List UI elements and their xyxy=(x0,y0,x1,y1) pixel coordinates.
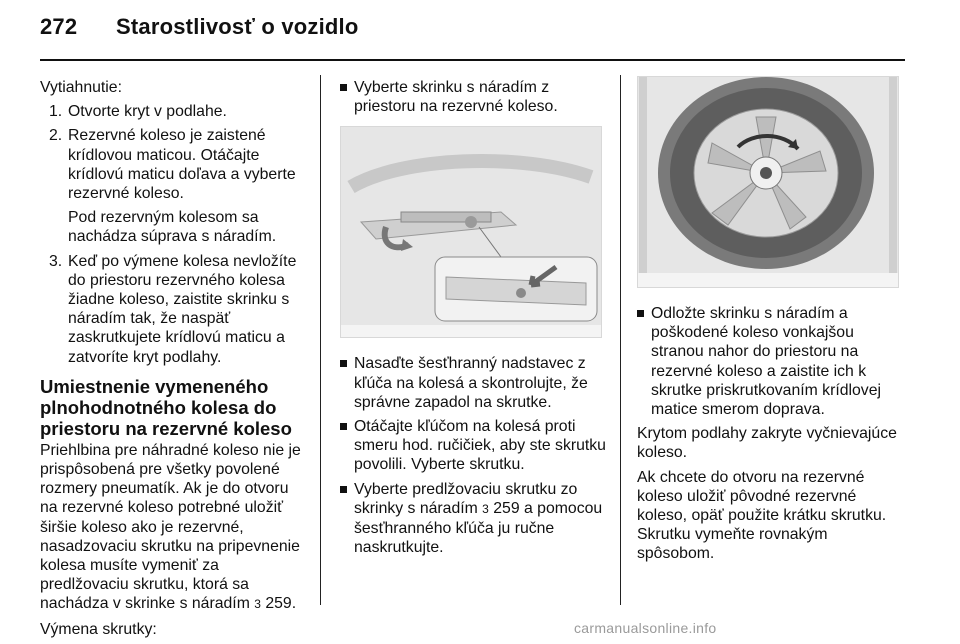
column-2 xyxy=(340,78,608,562)
bullet-item: Odložte skrinku s náradím a poškodené koleso vonkajšou stranou nahor do priestoru na rezervné koleso a zaistite ich k skrutke priskrutkovaním krídlovej matice smerom doprava. xyxy=(637,304,905,419)
figure-wheel-in-spare-well xyxy=(637,76,899,288)
step-item: 2. Rezervné koleso je zaistené krídlovou maticou. Otáčajte krídlovú maticu doľava a vyberte rezervné koleso. Pod rezervným kolesom sa nachádza súprava s náradím. xyxy=(49,127,296,246)
bullet-square-icon xyxy=(340,84,347,91)
page-number: 272 xyxy=(40,14,78,39)
toolbox-bolt-illustration xyxy=(341,127,601,337)
steps-list xyxy=(40,102,308,367)
bullet-square-icon xyxy=(340,486,347,493)
bullet-square-icon xyxy=(340,423,347,430)
bullet-list xyxy=(637,304,905,419)
column-1 xyxy=(40,78,308,644)
paragraph: Ak chcete do otvoru na rezervné koleso uložiť pôvodné rezervné koleso, opäť použite krátku skrutku. Skrutku vymeňte rovnakým spôsobom. xyxy=(637,468,887,563)
watermark: carmanualsonline.info xyxy=(574,620,717,636)
section-paragraph: Priehlbina pre náhradné koleso nie je prispôsobená pre všetky povolené rozmery pneumatík. Ak je do otvoru na rezervné koleso potrebné uložiť širšie koleso ako je rezervné, nasadzovaciu skrutku na pripevnenie kolesa musíte vymeniť za predlžovaciu skrutku, ktorá sa nachádza v skrinke s náradím 3 259. xyxy=(40,441,301,613)
wheel-illustration xyxy=(638,77,898,287)
column-divider xyxy=(620,75,621,605)
column-3 xyxy=(637,78,905,569)
bullet-list-main xyxy=(340,354,608,557)
intro-text: Vytiahnutie: xyxy=(40,79,122,96)
page-reference[interactable]: 259 xyxy=(265,595,292,613)
bullet-list-top xyxy=(340,78,608,116)
bullet-item: Otáčajte kľúčom na kolesá proti smeru hod. ručičiek, aby ste skrutku povolili. Vyberte skrutku. xyxy=(340,417,608,475)
step-item: 1. Otvorte kryt v podlahe. xyxy=(49,103,227,121)
paragraph: Krytom podlahy zakryte vyčnievajúce koleso. xyxy=(637,425,897,462)
bullet-item: Vyberte skrinku s náradím z priestoru na rezervné koleso. xyxy=(340,78,608,116)
chapter-title: Starostlivosť o vozidlo xyxy=(116,14,359,39)
header-rule xyxy=(40,59,905,61)
page-reference[interactable]: 259 xyxy=(493,499,520,517)
replace-bolt-label: Výmena skrutky: xyxy=(40,620,157,638)
step-item: 3. Keď po výmene kolesa nevložíte do priestoru rezervného kolesa žiadne koleso, zaistite skrinku s náradím tak, že naspäť zaskrutkujete krídlovú maticu a zatvoríte kryt podlahy. xyxy=(49,252,297,366)
figure-toolbox-bolt xyxy=(340,126,602,338)
section-heading: Umiestnenie vymeneného plnohodnotného kolesa do priestoru na rezervné koleso xyxy=(40,375,292,439)
bullet-item: Vyberte predlžovaciu skrutku zo skrinky s náradím 3 259 a pomocou šesťhranného kľúča ju ručne naskrutkujte. xyxy=(340,480,608,558)
column-divider xyxy=(320,75,321,605)
bullet-square-icon xyxy=(340,360,347,367)
page-header xyxy=(40,14,359,40)
bullet-item: Nasaďte šesťhranný nadstavec z kľúča na kolesá a skontrolujte, že správne zapadol na skrutke. xyxy=(340,354,608,412)
reference-arrow-icon: 3 xyxy=(254,597,261,612)
reference-arrow-icon: 3 xyxy=(482,501,489,516)
bullet-square-icon xyxy=(637,310,644,317)
